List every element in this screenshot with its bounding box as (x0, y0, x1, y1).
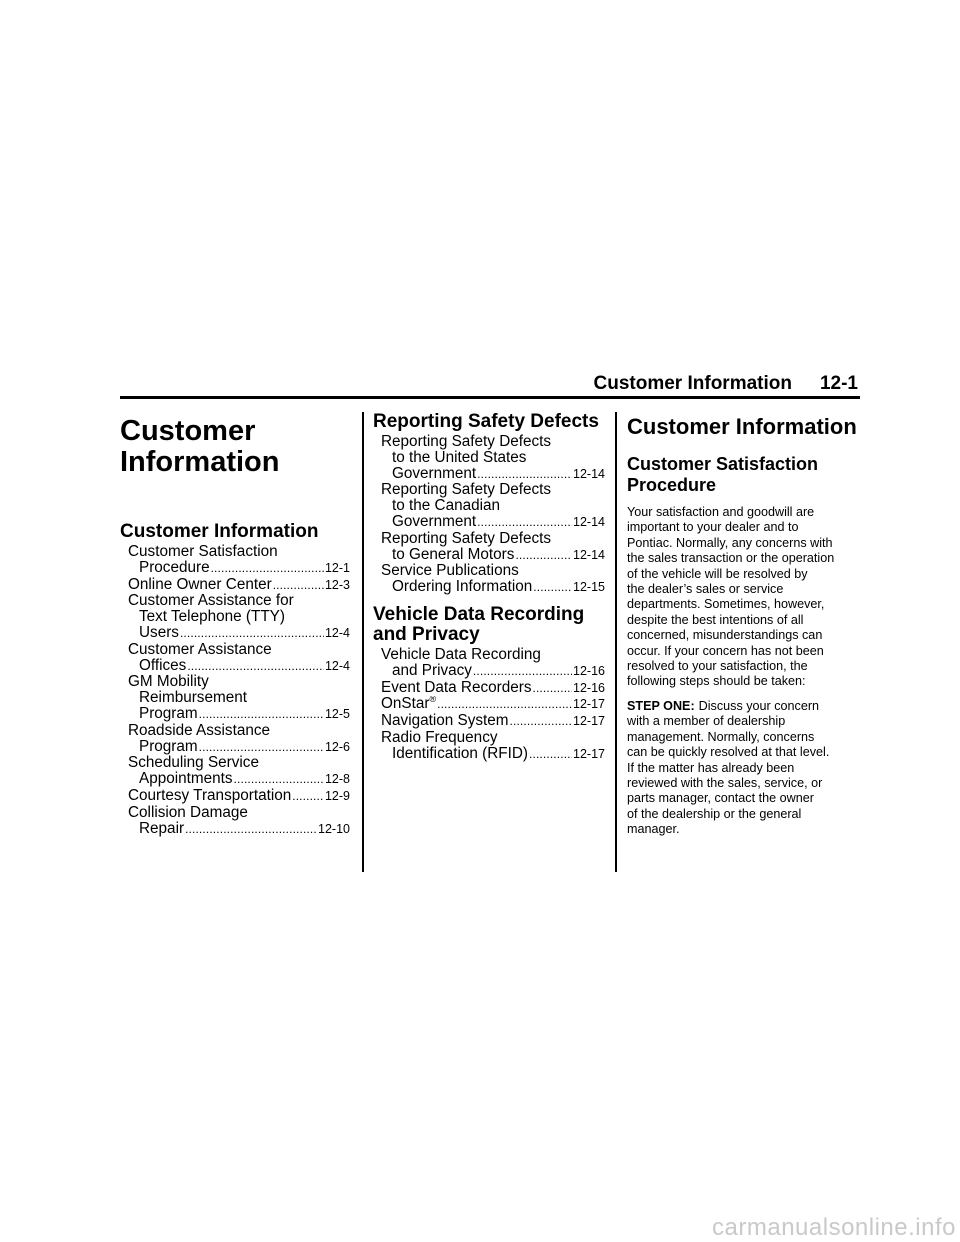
body-line: resolved to your satisfaction, the (627, 659, 808, 674)
header-rule (120, 396, 860, 399)
toc-group (373, 605, 605, 763)
body-line (627, 699, 860, 714)
toc-page-number: 12-14 (573, 466, 605, 481)
article-subtitle (627, 454, 860, 496)
toc-entry-line: Customer Assistance (128, 641, 272, 658)
column-1 (120, 412, 350, 837)
column-3 (627, 412, 860, 838)
toc-entry-line: OnStar (381, 696, 430, 713)
toc-entry[interactable] (381, 531, 605, 564)
toc-entry-text (139, 821, 184, 837)
toc-page-number: 12-4 (324, 658, 350, 673)
toc-entry-line: Roadside Assistance (128, 722, 271, 739)
article-title: Customer Information (627, 414, 857, 439)
toc-entry[interactable] (128, 577, 350, 594)
toc-entry[interactable] (381, 647, 605, 680)
toc-entry-row (381, 663, 605, 680)
chapter-title-line: Customer (120, 415, 256, 447)
body-line: departments. Sometimes, however, (627, 597, 825, 612)
toc-page-number: 12-17 (573, 714, 605, 729)
toc-leader-dots (185, 821, 317, 838)
toc-leader-dots (211, 560, 324, 577)
toc-entry-line: Vehicle Data Recording (381, 646, 541, 663)
toc-leader-dots (273, 577, 324, 594)
article-subtitle-line: Procedure (627, 475, 717, 495)
toc-leader-dots (477, 466, 572, 483)
toc-leader-dots (473, 663, 572, 680)
toc-entry-line: Text Telephone (TTY) (139, 609, 285, 625)
toc-entry-line: Procedure (139, 559, 210, 576)
toc-page-number: 12-5 (324, 706, 350, 721)
chapter-title (120, 416, 350, 478)
toc-entry-line: Scheduling Service (128, 755, 259, 772)
toc-entry-text (139, 625, 179, 641)
toc-entry-text (381, 696, 436, 712)
toc-leader-dots (292, 788, 324, 805)
body-line: the sales transaction or the operation (627, 551, 835, 566)
toc-entry[interactable] (381, 730, 605, 763)
toc-entry-line: to the United States (392, 449, 527, 466)
body-line: with a member of dealership (627, 714, 786, 729)
toc-entry-line: Repair (139, 820, 185, 837)
toc-entry[interactable] (381, 680, 605, 697)
toc-page-number: 12-16 (573, 663, 605, 678)
toc-section-title (373, 412, 605, 432)
toc-entry-line: to General Motors (392, 546, 515, 563)
toc-entry-line: Users (139, 624, 179, 641)
running-head-section: Customer Information (593, 373, 792, 394)
body-line: of the dealership or the general (627, 806, 802, 821)
body-line: management. Normally, concerns (627, 729, 815, 744)
toc-leader-dots (199, 739, 324, 756)
toc-page-number: 12-17 (573, 746, 605, 761)
toc-leader-dots (515, 547, 572, 564)
intro-paragraph (627, 505, 860, 690)
toc-leader-dots (199, 706, 324, 723)
toc-leader-dots (533, 680, 573, 697)
toc-entry-line: Reporting Safety Defects (381, 482, 552, 499)
toc-entry-text (128, 788, 291, 804)
body-line: of the vehicle will be resolved by (627, 566, 808, 581)
toc-entry-line: Event Data Recorders (381, 679, 532, 696)
toc-entry-line: Radio Frequency (381, 729, 498, 746)
body-line: reviewed with the sales, service, or (627, 775, 823, 790)
toc-entry-line: Program (139, 705, 198, 722)
toc-section-title (120, 522, 350, 542)
body-line: important to your dealer and to (627, 520, 799, 535)
toc-page-number: 12-4 (324, 625, 350, 640)
toc-entry[interactable] (128, 544, 350, 577)
toc-leader-dots (187, 658, 324, 675)
registered-mark: ® (429, 696, 437, 705)
toc-page-number: 12-6 (324, 739, 350, 754)
toc-page-number: 12-9 (324, 788, 350, 803)
column-divider (362, 412, 364, 872)
toc-entry-row (128, 625, 350, 642)
toc-entry[interactable] (128, 723, 350, 756)
toc-list (381, 647, 605, 763)
toc-group (120, 522, 350, 837)
toc-entry-line: Reporting Safety Defects (381, 434, 552, 450)
body-line: parts manager, contact the owner (627, 791, 814, 806)
toc-entry-line: Government (392, 513, 477, 530)
toc-leader-dots (533, 579, 572, 596)
body-line: despite the best intentions of all (627, 612, 804, 627)
toc-entry-line: Reporting Safety Defects (381, 530, 552, 547)
toc-leader-dots (234, 771, 324, 788)
toc-entry-text (392, 746, 528, 762)
toc-entry[interactable] (381, 482, 605, 530)
toc-entry[interactable] (381, 713, 605, 730)
toc-entry[interactable] (381, 563, 605, 596)
step-one-paragraph (627, 699, 860, 838)
toc-group (373, 412, 605, 596)
toc-entry[interactable] (381, 434, 605, 482)
toc-entry-text (139, 560, 210, 576)
watermark: carmanualsonline.info (712, 1214, 956, 1241)
toc-list (381, 434, 605, 596)
toc-entry-line: Online Owner Center (128, 576, 272, 593)
toc-entry[interactable] (128, 593, 350, 641)
toc-entry-row (128, 706, 350, 723)
body-line-text: Discuss your concern (698, 698, 820, 713)
toc-entry-text (392, 514, 476, 530)
toc-entry-line: Identification (RFID) (392, 745, 529, 762)
toc-page-number: 12-8 (324, 772, 350, 787)
toc-leader-dots (477, 514, 572, 531)
toc-entry[interactable] (128, 755, 350, 788)
toc-page-number: 12-14 (573, 514, 605, 529)
column-divider (615, 412, 617, 872)
body-line: the dealer’s sales or service (627, 582, 784, 597)
toc-entry-line: Customer Satisfaction (128, 544, 278, 560)
toc-entry-row (128, 658, 350, 675)
toc-entry-text (139, 771, 233, 787)
toc-entry-row (381, 696, 605, 713)
toc-page-number: 12-15 (573, 580, 605, 595)
toc-page-number: 12-14 (573, 547, 605, 562)
toc-entry-text (392, 663, 472, 679)
toc-page-number: 12-10 (318, 821, 350, 836)
toc-section-title-line: and Privacy (373, 623, 480, 645)
toc-page-number: 12-16 (573, 680, 605, 695)
toc-entry[interactable] (381, 696, 605, 713)
toc-page-number: 12-1 (324, 560, 350, 575)
toc-entry-row (381, 466, 605, 483)
toc-leader-dots (529, 746, 572, 763)
toc-entry-row (381, 713, 605, 730)
running-head (120, 373, 858, 395)
column-2 (373, 412, 605, 763)
toc-entry-text (139, 658, 186, 674)
toc-entry-line: and Privacy (392, 662, 472, 679)
toc-entry-line: Government (392, 465, 477, 482)
toc-entry-row (381, 547, 605, 564)
body-line: Pontiac. Normally, any concerns with (627, 535, 833, 550)
toc-list (128, 544, 350, 837)
step-label: STEP ONE: (627, 698, 695, 713)
toc-entry-line: Customer Assistance for (128, 593, 294, 610)
toc-entry-line: Ordering Information (392, 579, 533, 596)
toc-section-title-line: Vehicle Data Recording (373, 603, 585, 625)
article-subtitle-line: Customer Satisfaction (627, 454, 819, 474)
toc-entry-row (128, 739, 350, 756)
toc-entry-line: Navigation System (381, 713, 509, 730)
body-line: manager. (627, 822, 680, 837)
toc-leader-dots (180, 625, 324, 642)
chapter-title-line: Information (120, 446, 280, 478)
toc-entry-text (392, 547, 514, 563)
toc-section-title-line: Reporting Safety Defects (373, 411, 599, 432)
toc-entry-line: GM Mobility (128, 674, 209, 691)
body-line: concerned, misunderstandings can (627, 628, 823, 643)
toc-entry[interactable] (128, 674, 350, 722)
toc-section-title-line: Customer Information (120, 521, 319, 542)
toc-entry-row (381, 579, 605, 596)
toc-entry-text (139, 739, 198, 755)
toc-entry-line: to the Canadian (392, 498, 501, 514)
toc-leader-dots (437, 696, 572, 713)
toc-entry-row (128, 577, 350, 594)
toc-page-number: 12-3 (324, 577, 350, 592)
toc-entry-line: Program (139, 738, 198, 755)
toc-entry[interactable] (128, 788, 350, 805)
toc-section-title (373, 605, 605, 645)
toc-page-number: 12-17 (573, 697, 605, 712)
toc-entry-row (381, 746, 605, 763)
toc-entry-line: Courtesy Transportation (128, 787, 292, 804)
toc-entry-line: Appointments (139, 771, 233, 788)
body-line: can be quickly resolved at that level. (627, 745, 830, 760)
toc-entry-row (128, 821, 350, 838)
body-line: following steps should be taken: (627, 674, 806, 689)
toc-entry-text (392, 579, 532, 595)
toc-entry-line: Reimbursement (139, 690, 247, 706)
body-line: If the matter has already been (627, 760, 795, 775)
running-head-page-number: 12-1 (819, 373, 858, 394)
toc-entry[interactable] (128, 805, 350, 838)
toc-entry-text (381, 680, 532, 696)
toc-leader-dots (510, 713, 572, 730)
toc-entry-row (128, 788, 350, 805)
body-line: Your satisfaction and goodwill are (627, 505, 815, 519)
toc-entry-text (392, 466, 476, 482)
toc-entry-text (139, 706, 198, 722)
toc-entry-line: Offices (139, 657, 187, 674)
toc-entry-text (381, 713, 509, 729)
toc-entry[interactable] (128, 642, 350, 675)
toc-entry-row (381, 680, 605, 697)
toc-entry-text (128, 577, 272, 593)
toc-entry-line: Collision Damage (128, 804, 248, 821)
toc-entry-row (128, 560, 350, 577)
toc-entry-row (381, 514, 605, 531)
toc-entry-row (128, 771, 350, 788)
toc-entry-line: Service Publications (381, 563, 519, 580)
body-line: occur. If your concern has not been (627, 643, 824, 658)
